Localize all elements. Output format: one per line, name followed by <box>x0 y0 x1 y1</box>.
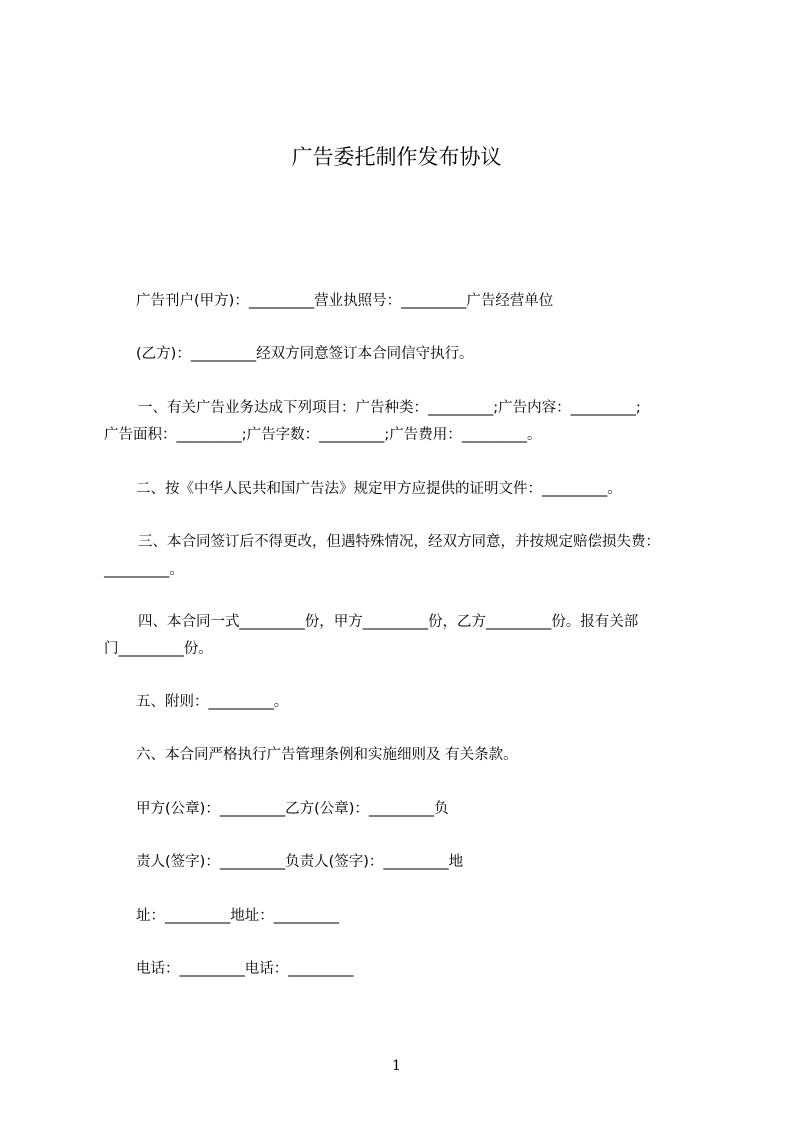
paragraph-agency-agreement: (乙方)：_________经双方同意签订本合同信守执行。 <box>136 346 474 362</box>
clause-1-line-2: 广告面积：_________;广告字数：_________;广告费用：_________。 <box>104 427 542 443</box>
signature-address-line: 址：_________地址：_________ <box>136 908 339 924</box>
signature-seal-line: 甲方(公章)：_________乙方(公章)：_________负 <box>136 801 449 817</box>
clause-4-line-1: 四、本合同一式_________份，甲方_________份，乙方_________份。报有关部 <box>138 614 639 630</box>
clause-3-line-1: 三、本合同签订后不得更改，但遇特殊情况，经双方同意，并按规定赔偿损失费： <box>138 534 660 550</box>
signature-responsible-line: 责人(签字)：_________负责人(签字)：_________地 <box>136 854 464 870</box>
clause-5: 五、附则：_________。 <box>136 694 289 710</box>
page-number: 1 <box>392 1058 401 1074</box>
signature-phone-line: 电话：_________电话：_________ <box>136 961 354 977</box>
clause-3-line-2: _________。 <box>104 562 184 578</box>
clause-1-line-1: 一、有关广告业务达成下列项目：广告种类：_________;广告内容：_________; <box>138 400 641 416</box>
clause-4-line-2: 门_________份。 <box>104 641 213 657</box>
clause-2: 二、按《中华人民共和国广告法》规定甲方应提供的证明文件：_________。 <box>136 481 622 497</box>
paragraph-client-info: 广告刊户(甲方)：_________营业执照号：_________广告经营单位 <box>136 293 554 309</box>
document-title: 广告委托制作发布协议 <box>291 145 502 169</box>
clause-6: 六、本合同严格执行广告管理条例和实施细则及 有关条款。 <box>136 747 518 763</box>
